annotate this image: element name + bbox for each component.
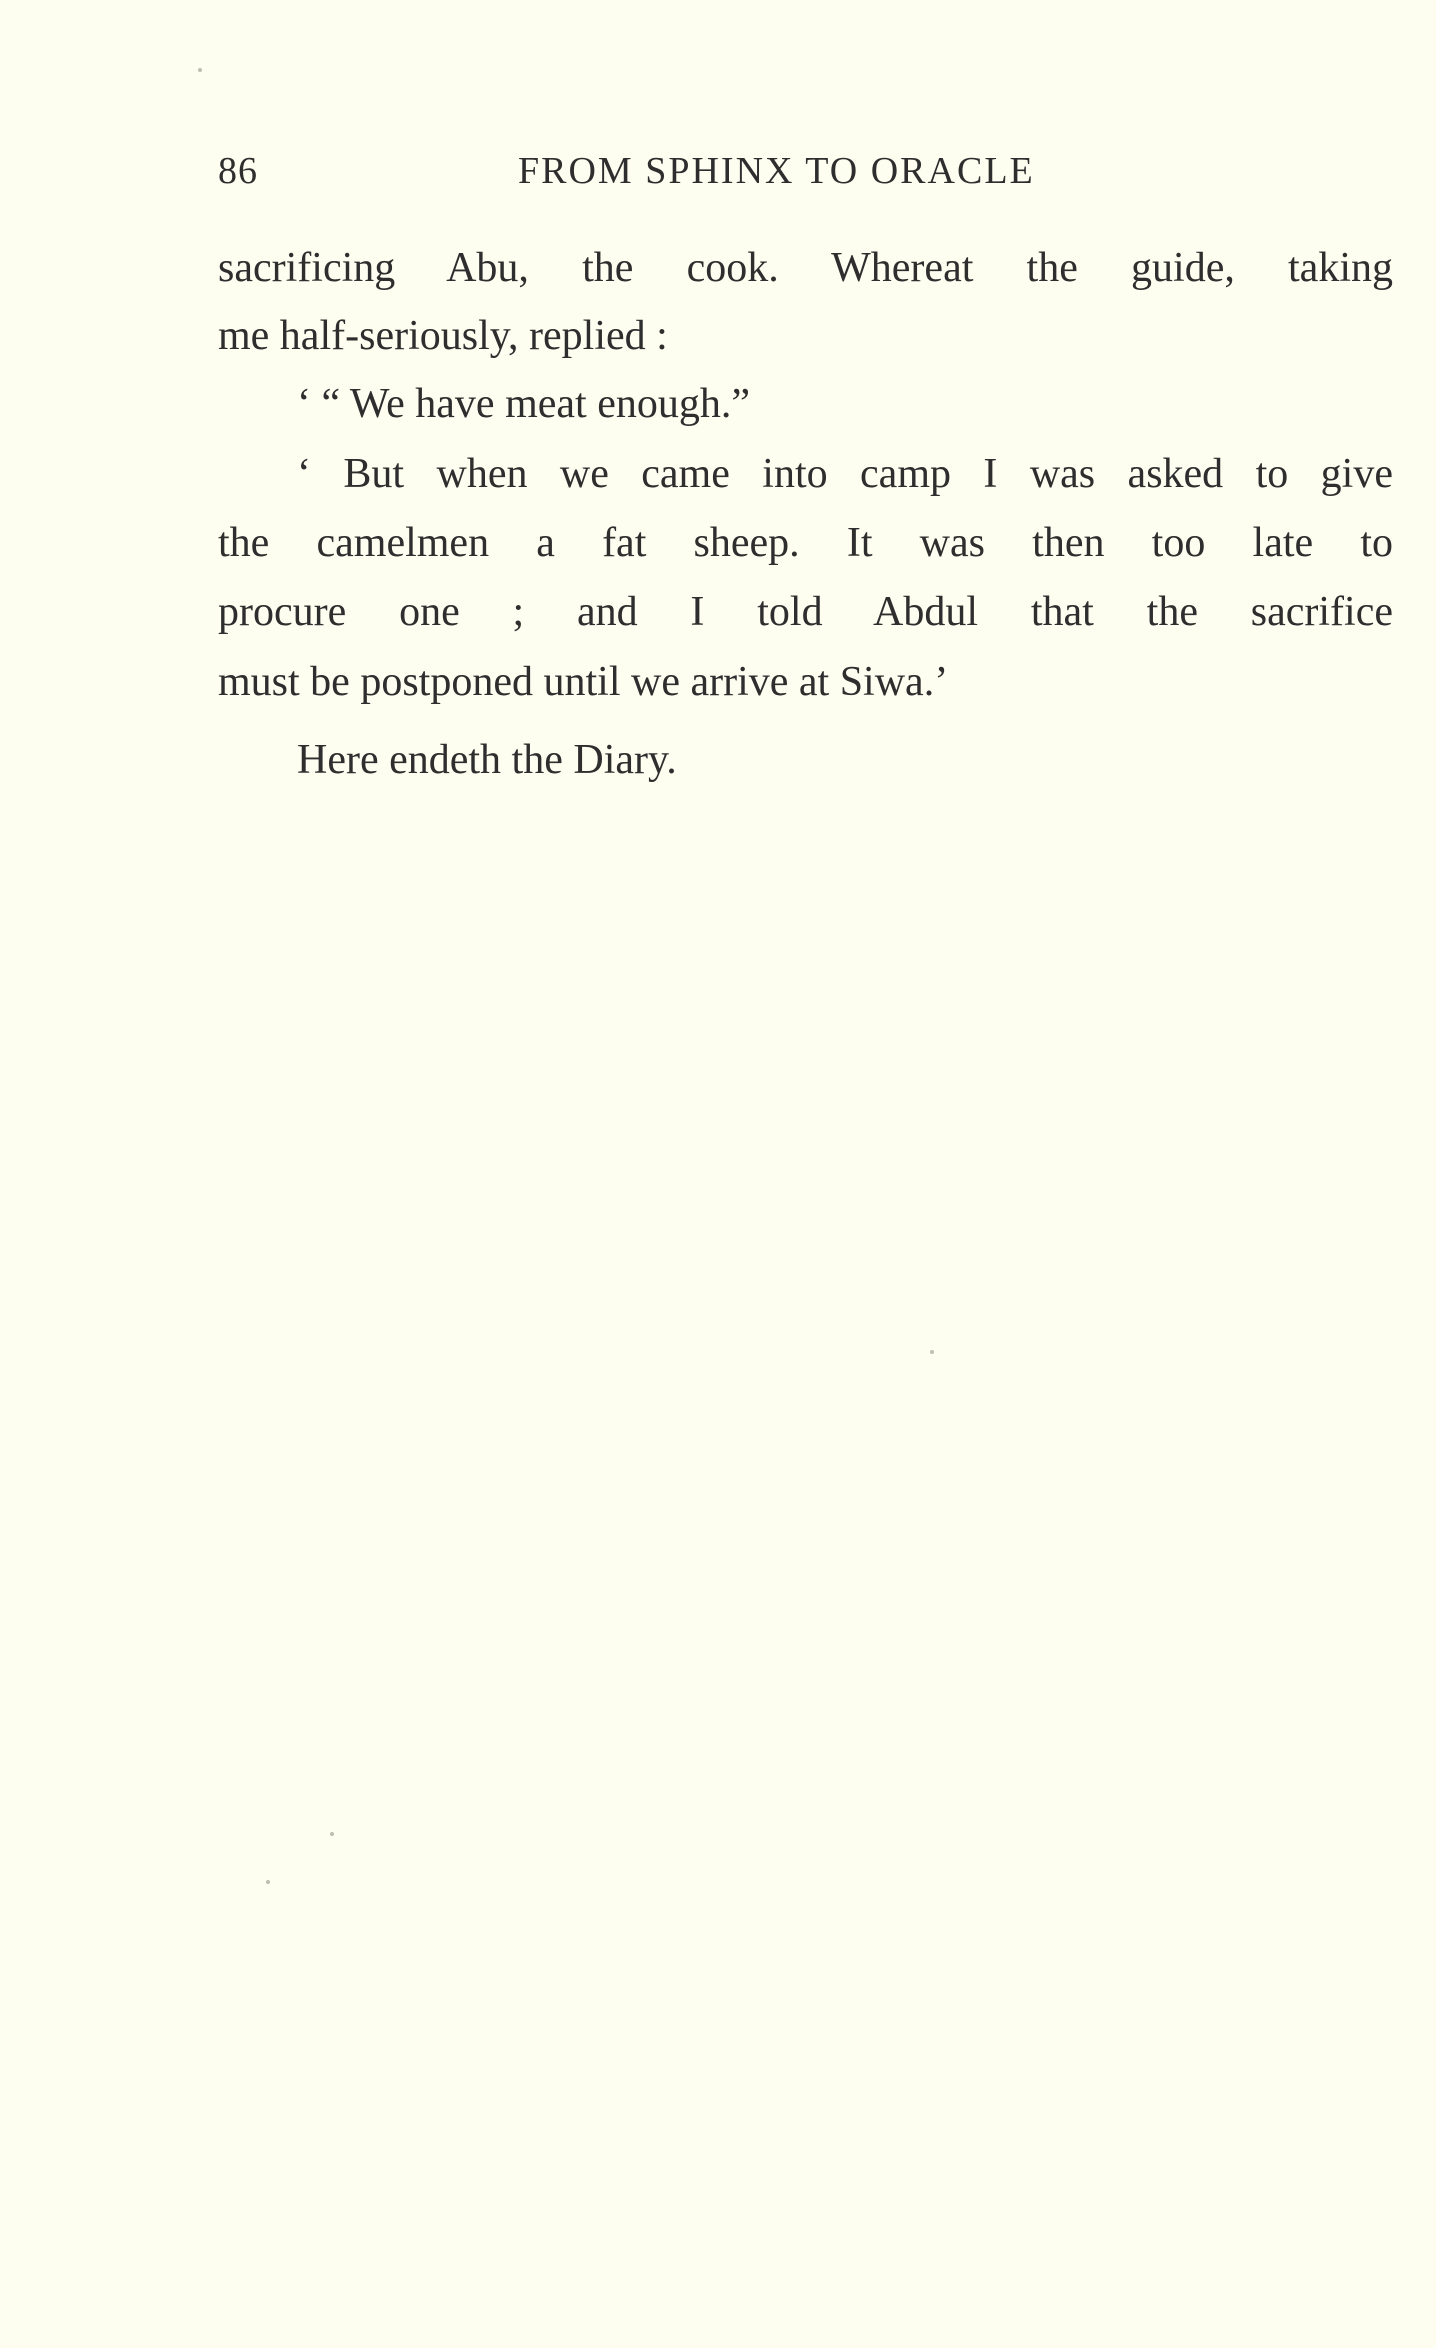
paper-speck [198,68,202,72]
page-number: 86 [218,150,258,192]
running-head [218,146,1393,196]
running-title: FROM SPHINX TO ORACLE [518,150,1035,192]
paper-speck [266,1880,270,1884]
text-line: sacrificing Abu, the cook. Whereat the guide, taking [218,245,1393,291]
paper-speck [330,1832,334,1836]
text-line: me half-seriously, replied : [218,313,668,359]
text-line: ‘ But when we came into camp I was asked to give [297,451,1393,497]
text-line: Here endeth the Diary. [297,737,677,783]
text-line: the camelmen a fat sheep. It was then too late to [218,520,1393,566]
paper-speck [930,1350,934,1354]
text-line: ‘ “ We have meat enough.” [297,381,750,427]
text-line: procure one ; and I told Abdul that the sacrifice [218,589,1393,635]
text-line: must be postponed until we arrive at Siwa.’ [218,659,949,705]
